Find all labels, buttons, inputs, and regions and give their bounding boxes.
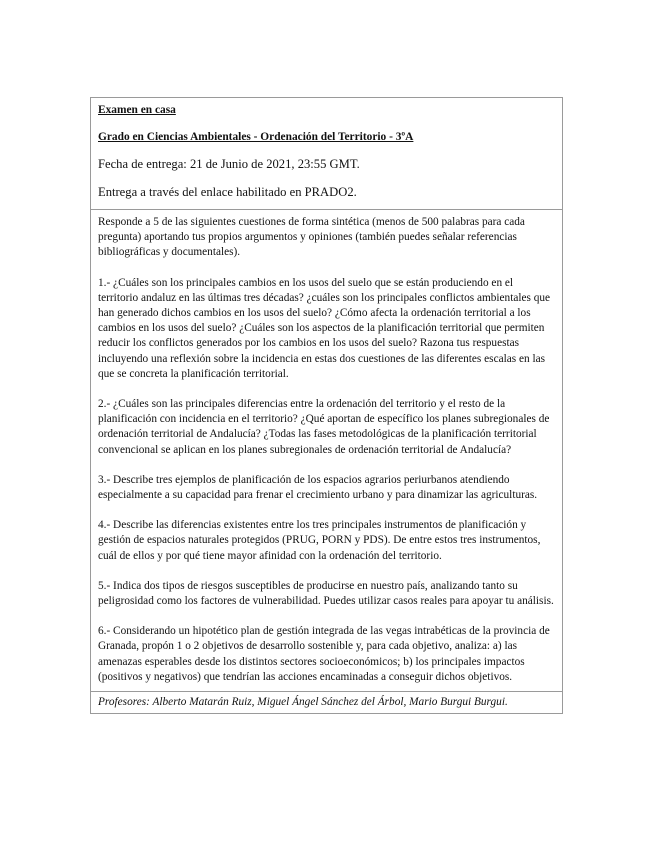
course-title: Grado en Ciencias Ambientales - Ordenación del Territorio - 3ºA <box>98 131 414 143</box>
question-2: 2.- ¿Cuáles son las principales diferencias entre la ordenación del territorio y el resto de la planificación con incidencia en el territorio? ¿Qué aportan de específico los planes subregionales de ordenación territorial de Andalucía? ¿Todas las fases metodológicas de la planificación territorial convencional se aplican en los planes subregionales de ordenación territorial de Andalucía? <box>98 398 550 456</box>
delivery-note: Entrega a través del enlace habilitado en PRADO2. <box>98 185 357 199</box>
question-3: 3.- Describe tres ejemplos de planificación de los espacios agrarios periurbanos atendiendo especialmente a su capacidad para frenar el crecimiento urbano y para dinamizar las agriculturas. <box>98 473 538 502</box>
professors: Profesores: Alberto Matarán Ruiz, Miguel Ángel Sánchez del Árbol, Mario Burgui Burgui. <box>98 696 508 709</box>
question-1: 1.- ¿Cuáles son los principales cambios en los usos del suelo que se están produciendo en el territorio andaluz en las últimas tres décadas? ¿cuáles son los principales conflictos ambientales que han generado dichos cambios en los usos del suelo? ¿Cómo afecta la ordenación territorial a los cambios en los usos del suelo? ¿Cuáles son los aspectos de la planificación territorial que permiten reducir los conflictos generados por los cambios en los usos del suelo? Razona tus respuestas incluyendo una reflexión sobre la incidencia en estas dos cuestiones de las diferentes escalas en las que se concreta la planificación territorial. <box>98 276 551 380</box>
question-4: 4.- Describe las diferencias existentes entre los tres principales instrumentos de planificación y gestión de espacios naturales protegidos (PRUG, PORN y PDS). De entre estos tres instrumentos, cuál de ellos y por qué tiene mayor afinidad con la ordenación del territorio. <box>98 519 541 562</box>
question-5: 5.- Indica dos tipos de riesgos susceptibles de producirse en nuestro país, analizando tanto su peligrosidad como los factores de vulnerabilidad. Puedes utilizar casos reales para apoyar tu análisis. <box>98 579 554 608</box>
questions-section <box>91 210 562 692</box>
exam-footer <box>91 692 562 713</box>
due-date: Fecha de entrega: 21 de Junio de 2021, 23:55 GMT. <box>98 157 360 171</box>
exam-header <box>91 98 562 210</box>
question-6: 6.- Considerando un hipotético plan de gestión integrada de las vegas intrabéticas de la provincia de Granada, propón 1 o 2 objetivos de desarrollo sostenible y, para cada objetivo, analiza: a) las amenazas esperables desde los distintos sectores socioeconómicos; b) los principales impactos (positivos y negativos) que tendrían las acciones encaminadas a conseguir dichos objetivos. <box>98 625 550 683</box>
exam-title: Examen en casa <box>98 104 176 116</box>
exam-box <box>90 97 563 714</box>
instructions: Responde a 5 de las siguientes cuestiones de forma sintética (menos de 500 palabras para cada pregunta) aportando tus propios argumentos y opiniones (también puedes señalar referencias bibliográficas y documentales). <box>98 216 525 259</box>
